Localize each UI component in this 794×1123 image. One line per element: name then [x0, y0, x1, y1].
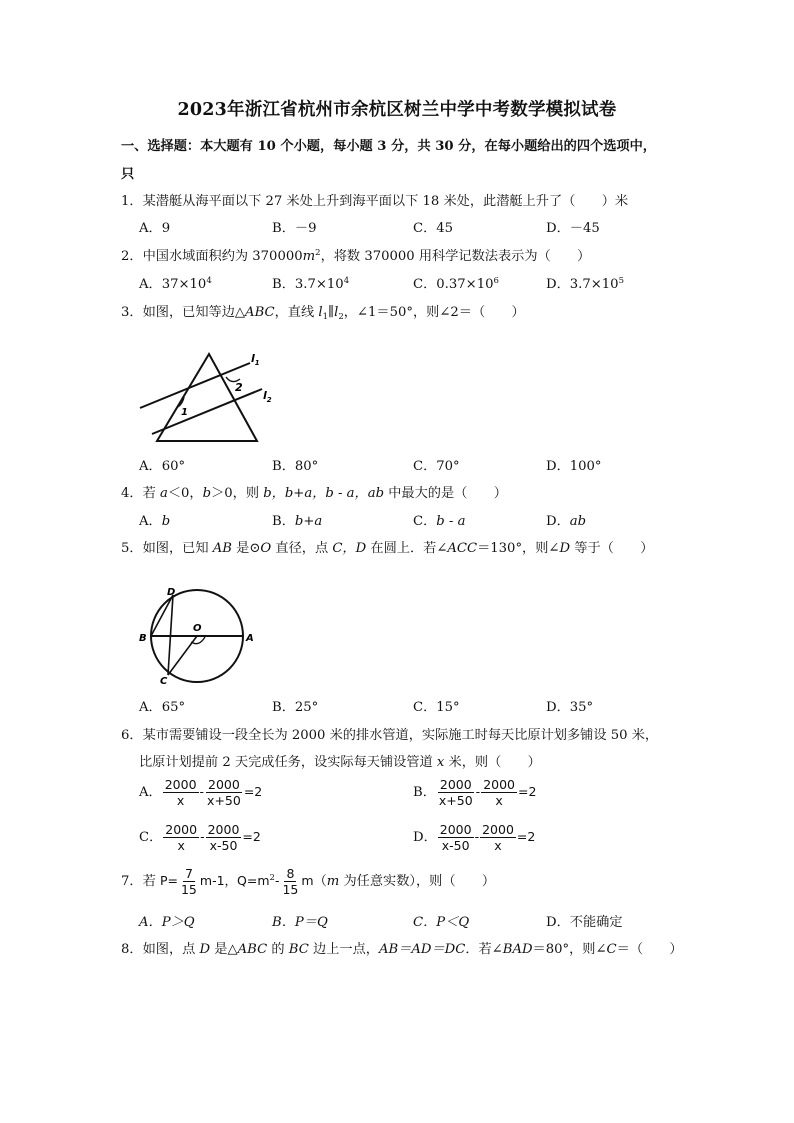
label-b: B — [139, 633, 147, 644]
q1-option-c: C．45 — [413, 221, 454, 236]
q5-option-a: A．65° — [139, 700, 186, 715]
q6-option-c: C． $\frac{2000}{x}$ - $\frac{2000}{x-50}$ =2 — [139, 822, 261, 853]
fraction: $\frac{2000}{x}$ — [483, 777, 515, 808]
q7-option-c: C．P＜Q — [413, 915, 470, 930]
q3-option-b: B．80° — [272, 459, 319, 474]
fraction: $\frac{2000}{x-50}$ — [439, 822, 472, 853]
q1-option-a: A．9 — [139, 221, 171, 236]
q2-option-a: A．$37\times 10^4$ — [139, 276, 212, 292]
q1-stem: 1．某潜艇从海平面以下 27 米处上升到海平面以下 18 米处，此潜艇上升了（ ）米 — [121, 194, 629, 209]
fraction: $\frac{2000}{x+50}$ — [438, 777, 473, 808]
q7-option-a: A．P＞Q — [139, 915, 195, 930]
fraction: $\frac{2000}{x-50}$ — [207, 822, 240, 853]
q6-stem-line1: 6．某市需要铺设一段全长为 2000 米的排水管道，实际施工时每天比原计划多铺设 50 米， — [121, 728, 659, 743]
label-d: D — [167, 587, 176, 598]
q7-option-d: D．不能确定 — [546, 915, 623, 930]
q4-option-d: D．ab — [546, 514, 587, 529]
q7-stem: 7．若 P= $\frac{7}{15}$ m-1，$Q=m^2-$ $\frac{8}{15}$ m（m 为任意实数），则（ ） — [121, 866, 496, 897]
q4-option-b: B．b+a — [272, 514, 323, 529]
label-angle2: 2 — [235, 381, 243, 394]
q6-stem-line2: 比原计划提前 2 天完成任务，设实际每天铺设管道 x 米，则（ ） — [139, 755, 541, 770]
q3-option-d: D．100° — [546, 459, 602, 474]
q8-stem: 8．如图，点 D 是△ABC 的 BC 边上一点，AB＝AD＝DC．若∠BAD＝80°，则∠C＝（ ） — [121, 942, 683, 957]
label-angle1: 1 — [181, 407, 188, 418]
q5-option-d: D．35° — [546, 700, 594, 715]
q7-option-b: B．P＝Q — [272, 915, 328, 930]
radius-oc — [168, 636, 197, 675]
q4-stem: 4．若 a＜0，b＞0，则 b，b+a，b - a，ab 中最大的是（ ） — [121, 486, 507, 501]
fraction: $\frac{2000}{x+50}$ — [207, 777, 241, 808]
section-heading-cont: 只 — [121, 167, 135, 182]
label-l1: $l_1$ — [251, 352, 260, 367]
q5-circle-figure — [135, 585, 260, 685]
label-l2: $l_2$ — [263, 389, 272, 404]
q3-stem: 3．如图，已知等边△ABC，直线 $l_1\parallel l_2$，∠1＝50°，则∠2＝（ ） — [121, 305, 525, 322]
q3-option-a: A．60° — [139, 459, 186, 474]
q4-option-c: C．b - a — [413, 514, 466, 529]
fraction: $\frac{2000}{x}$ — [482, 822, 514, 853]
q5-option-b: B．25° — [272, 700, 319, 715]
q2-stem: 2．中国水域面积约为 $370000m^2$，将数 370000 用科学记数法表示为（ ） — [121, 248, 591, 264]
fraction: $\frac{2000}{x}$ — [165, 822, 198, 853]
label-c: C — [160, 676, 168, 685]
fraction: $\frac{7}{15}$ — [180, 866, 197, 897]
section-heading: 一、选择题：本大题有 10 个小题，每小题 3 分，共 30 分，在每小题给出的四个选项中， — [121, 139, 656, 154]
fraction: $\frac{2000}{x}$ — [164, 777, 197, 808]
q4-option-a: A．b — [139, 514, 171, 529]
q5-option-c: C．15° — [413, 700, 460, 715]
q6-option-a: A． $\frac{2000}{x}$ - $\frac{2000}{x+50}$ =2 — [139, 777, 263, 808]
chord-db — [151, 595, 173, 636]
q1-option-d: D．－45 — [546, 221, 600, 236]
fraction: $\frac{8}{15}$ — [282, 866, 299, 897]
q3-option-c: C．70° — [413, 459, 460, 474]
q2-option-d: D．$3.7\times 10^5$ — [546, 276, 624, 292]
q3-triangle-figure — [130, 345, 280, 445]
label-a: A — [246, 633, 254, 644]
page-title: 2023年浙江省杭州市余杭区树兰中学中考数学模拟试卷 — [177, 100, 617, 120]
q2-option-c: C．$0.37\times 10^6$ — [413, 276, 499, 292]
q6-option-b: B． $\frac{2000}{x+50}$ - $\frac{2000}{x}$ =2 — [413, 777, 537, 808]
q1-option-b: B．－9 — [272, 221, 317, 236]
q6-option-d: D． $\frac{2000}{x-50}$ - $\frac{2000}{x}$ =2 — [413, 822, 536, 853]
q2-option-b: B．$3.7\times 10^4$ — [272, 276, 350, 292]
q5-stem: 5．如图，已知 AB 是⊙O 直径，点 C，D 在圆上．若∠ACC＝130°，则∠D 等于（ ） — [121, 541, 654, 556]
label-o: O — [193, 623, 202, 634]
